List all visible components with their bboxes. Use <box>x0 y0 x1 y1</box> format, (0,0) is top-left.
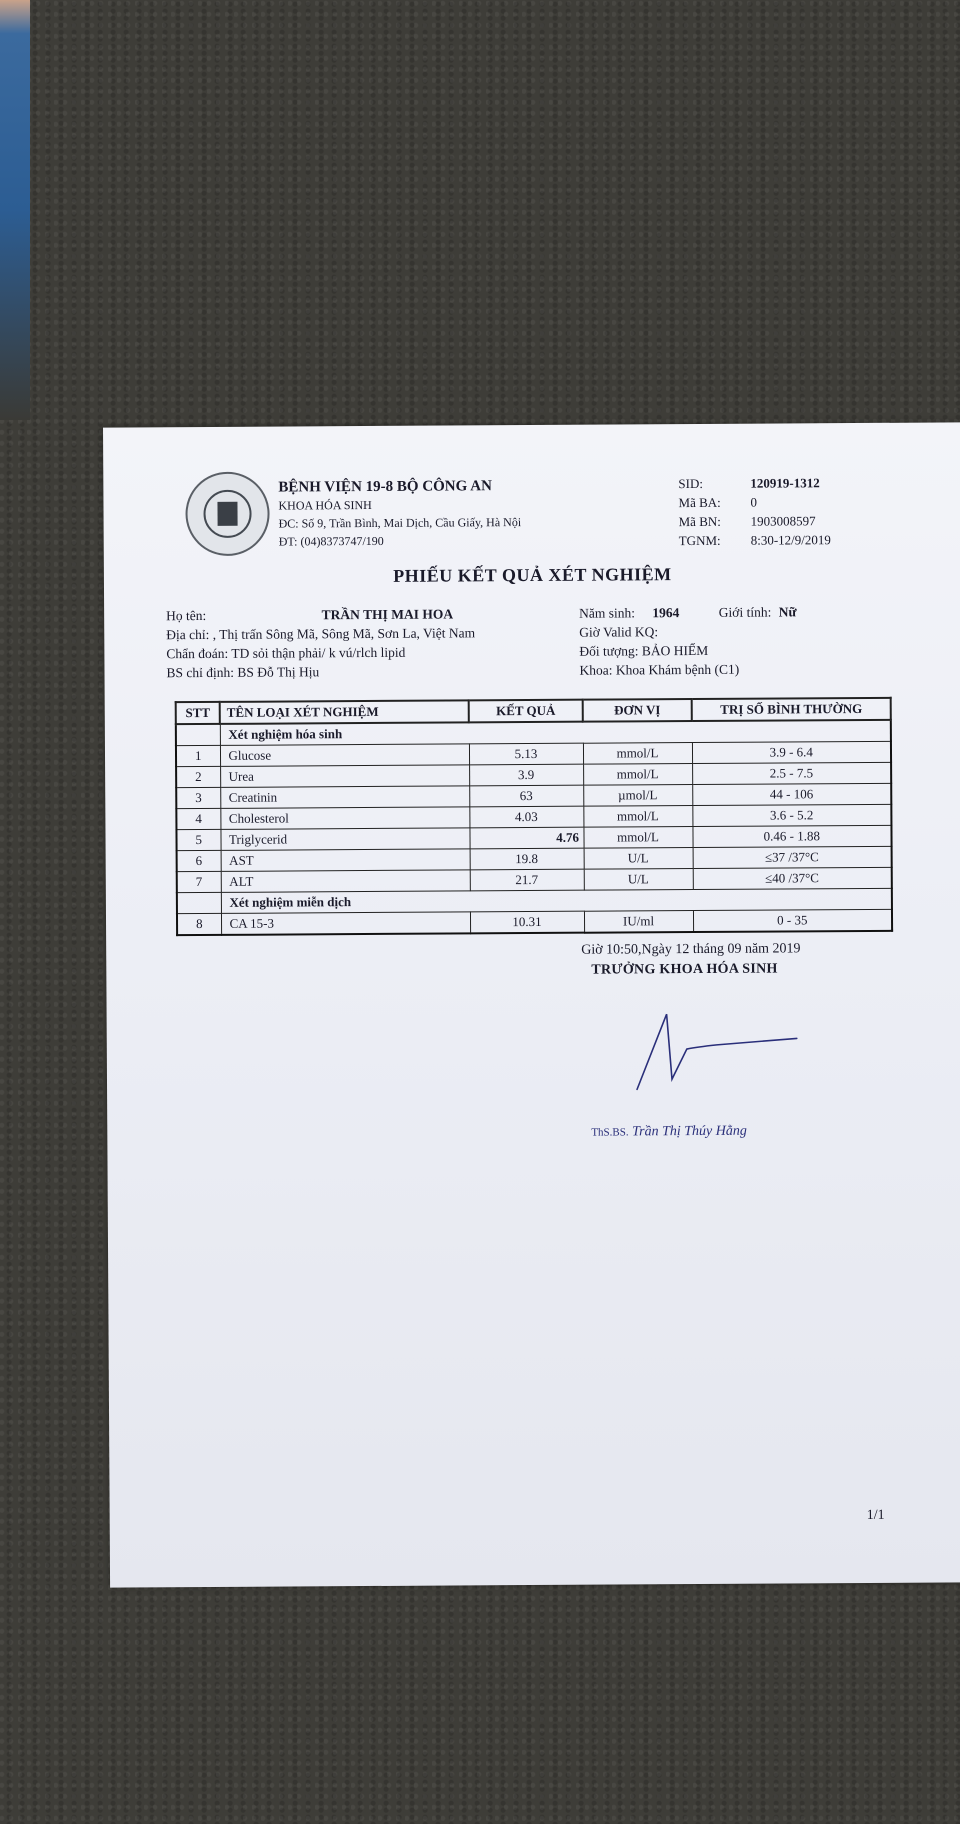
hospital-seal-icon <box>185 472 270 557</box>
field-label: BS chỉ định: <box>166 664 235 681</box>
cell-stt: 6 <box>177 850 221 871</box>
meta-value: 8:30-12/9/2019 <box>750 532 831 548</box>
meta-value: 1903008597 <box>750 513 816 529</box>
diagnosis: TD sỏi thận phải/ k vú/rlch lipid <box>231 644 406 661</box>
cell-unit: IU/ml <box>584 911 693 933</box>
table-row <box>177 909 892 935</box>
table-cell <box>176 724 220 746</box>
sign-time: Giờ 10:50,Ngày 12 tháng 09 năm 2019 <box>581 941 801 958</box>
cell-test-name: Glucose <box>220 744 469 767</box>
dept-row <box>579 662 739 679</box>
cell-range: 3.6 - 5.2 <box>692 804 891 826</box>
signature-icon <box>627 1008 808 1099</box>
hospital-address: ĐC: Số 9, Trần Bình, Mai Dịch, Cầu Giấy, Hà Nội <box>278 515 522 531</box>
cell-unit: mmol/L <box>583 764 692 786</box>
meta-sid <box>678 473 830 493</box>
meta-label: Mã BA: <box>678 494 721 511</box>
seal-mark <box>217 502 237 526</box>
cell-result: 4.76 <box>469 827 583 849</box>
cell-stt: 2 <box>176 766 220 787</box>
results-table <box>175 697 893 936</box>
cell-result: 21.7 <box>470 869 584 891</box>
cell-unit: mmol/L <box>583 827 692 849</box>
cell-range: 0 - 35 <box>693 909 892 932</box>
section-title: Xét nghiệm hóa sinh <box>220 720 891 746</box>
cell-result: 3.9 <box>469 764 583 786</box>
hospital-department: KHOA HÓA SINH <box>278 497 372 513</box>
cell-range: 2.5 - 7.5 <box>692 762 891 784</box>
patient-birth-row <box>579 604 796 621</box>
hospital-name: BỆNH VIỆN 19-8 BỘ CÔNG AN <box>278 478 492 496</box>
col-header: KẾT QUẢ <box>469 700 583 723</box>
cell-unit: U/L <box>584 869 693 891</box>
cell-result: 4.03 <box>469 806 583 828</box>
meta-ma-bn <box>679 511 831 531</box>
meta-tgnm <box>679 530 831 550</box>
cell-stt: 3 <box>176 787 220 808</box>
cell-test-name: ALT <box>221 870 470 893</box>
sign-title: TRƯỞNG KHOA HÓA SINH <box>591 961 778 978</box>
diagnosis-row <box>166 645 405 662</box>
cell-range: 44 - 106 <box>692 783 891 805</box>
patient-address: , Thị trấn Sông Mã, Sông Mã, Sơn La, Việt Nam <box>212 625 476 642</box>
field-label: Họ tên: <box>166 607 207 624</box>
cell-unit: U/L <box>584 848 693 870</box>
cell-test-name: AST <box>221 849 470 872</box>
cell-range: ≤37 /37°C <box>693 846 892 868</box>
cell-unit: mmol/L <box>583 806 692 828</box>
meta-label: Mã BN: <box>678 513 721 530</box>
cell-stt: 7 <box>177 871 221 892</box>
cell-result: 10.31 <box>470 911 584 933</box>
signer-full-name: Trần Thị Thúy Hằng <box>632 1123 747 1140</box>
document-title: PHIẾU KẾT QUẢ XÉT NGHIỆM <box>393 564 672 586</box>
patient-address-row <box>166 625 475 643</box>
valid-time-row <box>579 624 658 640</box>
hospital-phone: ĐT: (04)8373747/190 <box>278 533 384 549</box>
field-label: Khoa: <box>579 662 613 678</box>
patient-name: TRẦN THỊ MAI HOA <box>321 606 454 623</box>
field-label: Chẩn đoán: <box>166 645 229 662</box>
meta-value: 120919-1312 <box>750 475 820 491</box>
object-row <box>579 643 708 660</box>
field-label: Giờ Valid KQ: <box>579 624 659 640</box>
col-header: ĐƠN VỊ <box>583 699 692 722</box>
signer-name <box>591 1124 747 1141</box>
meta-label: TGNM: <box>678 532 721 549</box>
field-label: Giới tính: <box>718 604 772 620</box>
page-number: 1/1 <box>866 1507 885 1523</box>
cell-test-name: Triglycerid <box>220 828 469 851</box>
cell-result: 63 <box>469 785 583 807</box>
meta-ma-ba <box>678 492 830 512</box>
cell-range: 3.9 - 6.4 <box>692 741 891 763</box>
col-header: STT <box>176 702 220 724</box>
cell-unit: mmol/L <box>583 743 692 765</box>
cell-test-name: CA 15-3 <box>221 912 470 935</box>
dept-value: Khoa Khám bệnh (C1) <box>615 661 740 678</box>
cell-stt: 4 <box>176 808 220 829</box>
meta-label: SID: <box>678 475 703 492</box>
field-label: Đối tượng: <box>579 643 639 659</box>
col-header: TÊN LOẠI XÉT NGHIỆM <box>220 700 469 724</box>
patient-name-row <box>166 606 453 624</box>
seal-emblem <box>203 490 251 538</box>
doctor-name: BS Đỗ Thị Hịu <box>237 664 320 680</box>
cell-test-name: Creatinin <box>220 786 469 809</box>
background-object <box>0 0 30 420</box>
patient-birth: 1964 <box>652 605 680 621</box>
cell-stt: 1 <box>176 745 220 766</box>
signature-stroke <box>637 1013 797 1089</box>
meta-value: 0 <box>750 494 758 510</box>
field-label: Năm sinh: <box>579 605 636 621</box>
cell-stt: 8 <box>177 913 221 935</box>
cell-range: ≤40 /37°C <box>693 867 892 889</box>
cell-test-name: Cholesterol <box>220 807 469 830</box>
hospital-header <box>278 477 521 550</box>
cell-unit: µmol/L <box>583 785 692 807</box>
col-header: TRỊ SỐ BÌNH THƯỜNG <box>692 698 891 721</box>
cell-result: 5.13 <box>469 743 583 765</box>
table-cell <box>177 892 221 913</box>
cell-range: 0.46 - 1.88 <box>692 825 891 847</box>
section-title: Xét nghiệm miễn dịch <box>221 888 892 913</box>
cell-result: 19.8 <box>470 848 584 870</box>
patient-gender: Nữ <box>778 604 797 620</box>
record-meta <box>678 473 831 550</box>
cell-test-name: Urea <box>220 765 469 788</box>
object-value: BẢO HIỂM <box>641 642 709 659</box>
cell-stt: 5 <box>176 829 220 850</box>
doctor-row <box>166 664 319 681</box>
field-label: Địa chỉ: <box>166 626 210 643</box>
lab-result-sheet <box>103 422 960 1587</box>
signer-prefix: ThS.BS. <box>591 1126 629 1139</box>
